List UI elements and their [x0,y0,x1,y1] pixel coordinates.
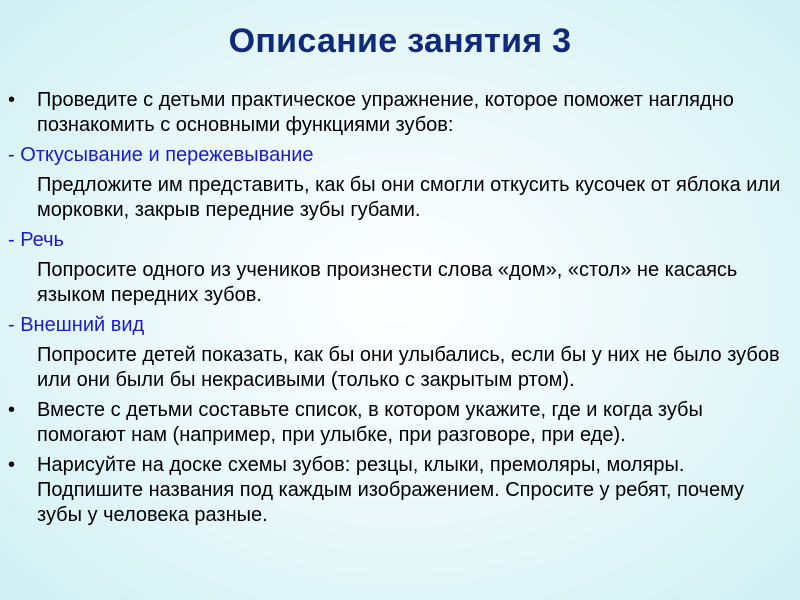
section-text: Попросите детей показать, как бы они улыбались, если бы у них не было зубов или они были бы некрасивыми (только с закрытым ртом). [37,344,780,391]
slide-content [8,88,793,533]
bullet-icon: • [8,399,16,421]
section-text: Предложите им представить, как бы они смогли откусить кусочек от яблока или морковки, закрыв передние зубы губами. [37,174,781,221]
bullet-item [8,453,793,528]
bullet-item [8,398,793,448]
section-text-speech [8,258,793,308]
bullet-text: Вместе с детьми составьте список, в котором укажите, где и когда зубы помогают нам (например, при улыбке, при разговоре, при еде). [37,399,703,446]
section-heading-speech: - Речь [8,229,64,251]
section-text: Попросите одного из учеников произнести слова «дом», «стол» не касаясь языком передних зубов. [37,259,738,306]
bullet-text: Проведите с детьми практическое упражнение, которое поможет наглядно познакомить с основными функциями зубов: [37,89,734,136]
section-heading-appearance: - Внешний вид [8,314,145,336]
bullet-icon: • [8,89,16,111]
section-heading-biting: - Откусывание и пережевывание [8,144,314,166]
section-text-biting [8,173,793,223]
section-text-appearance [8,343,793,393]
bullet-icon: • [8,454,16,476]
bullet-text: Нарисуйте на доске схемы зубов: резцы, клыки, премоляры, моляры. Подпишите названия под каждым изображением. Спросите у ребят, почему зубы у человека разные. [37,454,745,526]
bullet-item [8,88,793,138]
slide-title: Описание занятия 3 [228,22,572,60]
